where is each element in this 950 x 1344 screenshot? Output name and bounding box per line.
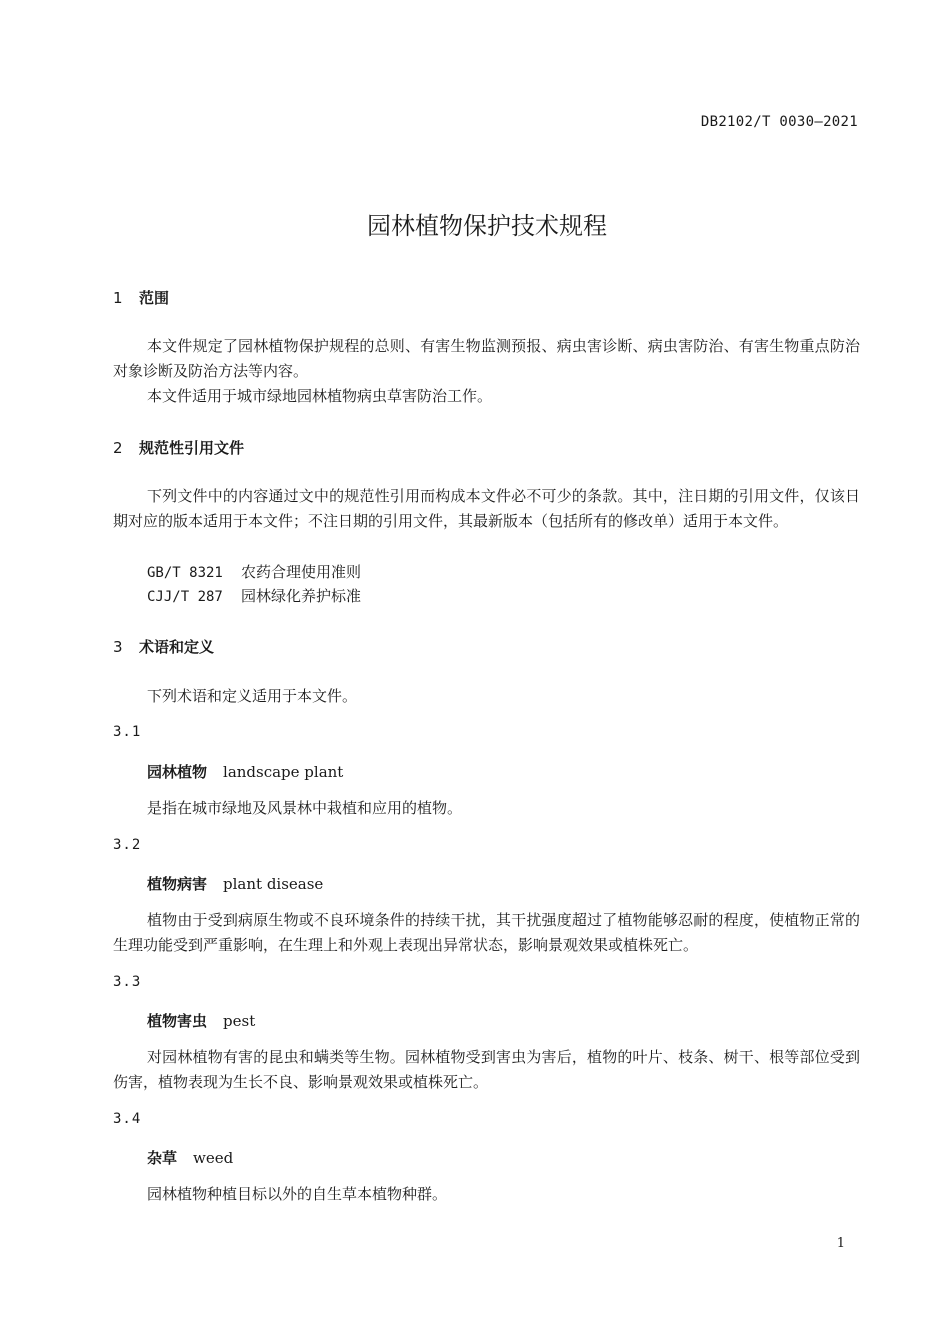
term-heading (147, 1010, 255, 1031)
term-definition: 是指在城市绿地及风景林中栽植和应用的植物。 (147, 799, 463, 817)
term-english: landscape plant (223, 763, 344, 781)
reference-title: 园林绿化养护标准 (241, 587, 362, 605)
term-number: 3.4 (113, 1111, 142, 1127)
term-definition: 对园林植物有害的昆虫和螨类等生物。园林植物受到害虫为害后，植物的叶片、枝条、树干、根等部位受到伤害，植物表现为生长不良、影响景观效果或植株死亡。 (113, 1048, 860, 1091)
terms-intro: 下列术语和定义适用于本文件。 (147, 687, 358, 705)
term-number: 3.1 (113, 724, 142, 740)
section-title: 范围 (139, 289, 170, 307)
reference-code: CJJ/T 287 (147, 589, 223, 605)
references-paragraph: 下列文件中的内容通过文中的规范性引用而构成本文件必不可少的条款。其中，注日期的引用文件，仅该日期对应的版本适用于本文件；不注日期的引用文件，其最新版本（包括所有的修改单）适用于本文件。 (113, 487, 860, 530)
term-english: weed (193, 1149, 234, 1167)
term-definition: 园林植物种植目标以外的自生草本植物种群。 (147, 1185, 448, 1203)
document-code: DB2102/T 0030—2021 (700, 114, 858, 130)
section-number: 2 (113, 439, 123, 457)
reference-item (147, 585, 361, 606)
term-heading (147, 1147, 233, 1168)
section-heading-terms (113, 636, 214, 657)
term-number: 3.3 (113, 974, 142, 990)
reference-title: 农药合理使用准则 (241, 563, 362, 581)
term-number: 3.2 (113, 837, 142, 853)
term-chinese: 植物害虫 (147, 1012, 208, 1030)
term-heading (147, 761, 343, 782)
section-title: 规范性引用文件 (139, 439, 245, 457)
section-number: 1 (113, 289, 123, 307)
section-heading-scope (113, 287, 169, 308)
term-english: pest (223, 1012, 256, 1030)
section-number: 3 (113, 638, 123, 656)
term-definition: 植物由于受到病原生物或不良环境条件的持续干扰，其干扰强度超过了植物能够忍耐的程度，使植物正常的生理功能受到严重影响，在生理上和外观上表现出异常状态，影响景观效果或植株死亡。 (113, 911, 860, 954)
scope-paragraph-2: 本文件适用于城市绿地园林植物病虫草害防治工作。 (147, 387, 493, 405)
term-chinese: 园林植物 (147, 763, 208, 781)
term-heading (147, 873, 323, 894)
page-number: 1 (836, 1236, 845, 1251)
page-title: 园林植物保护技术规程 (367, 212, 607, 240)
term-chinese: 杂草 (147, 1149, 178, 1167)
reference-item (147, 561, 361, 582)
section-heading-references (113, 437, 244, 458)
term-english: plant disease (223, 875, 324, 893)
term-chinese: 植物病害 (147, 875, 208, 893)
scope-paragraph-1: 本文件规定了园林植物保护规程的总则、有害生物监测预报、病虫害诊断、病虫害防治、有害生物重点防治对象诊断及防治方法等内容。 (113, 337, 860, 380)
reference-code: GB/T 8321 (147, 565, 223, 581)
section-title: 术语和定义 (139, 638, 215, 656)
